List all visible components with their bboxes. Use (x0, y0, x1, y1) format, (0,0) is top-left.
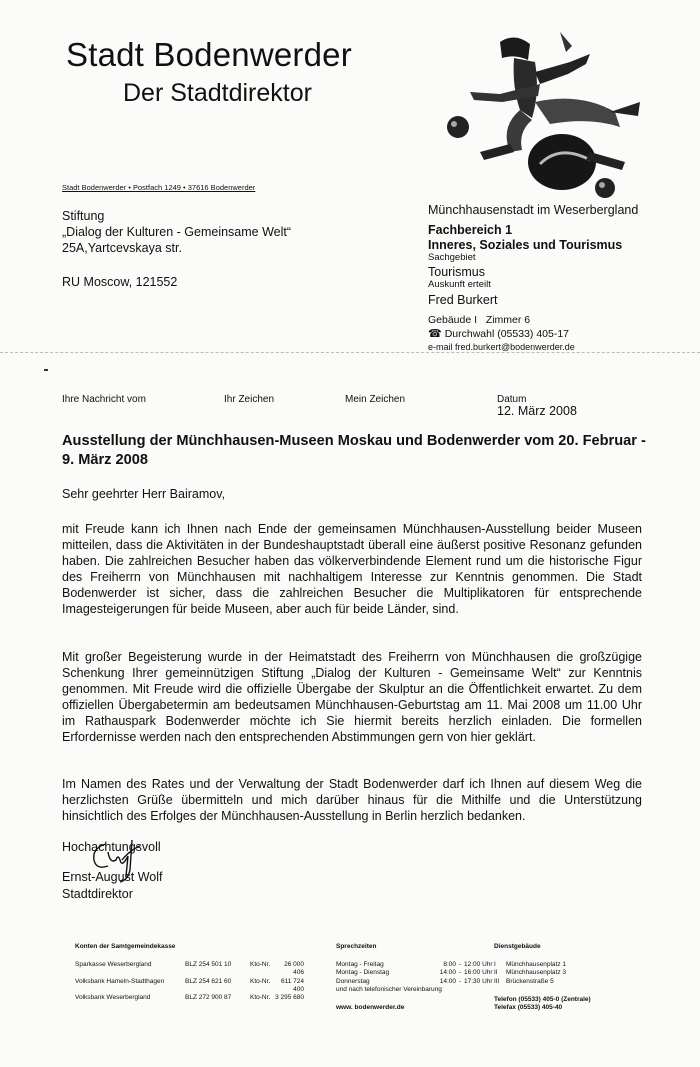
recipient-address (62, 208, 291, 290)
department-name: Inneres, Soziales und Tourismus (428, 238, 623, 252)
bank-name: Sparkasse Weserbergland (75, 961, 152, 969)
return-address: Stadt Bodenwerder • Postfach 1249 • 37616 Bodenwerder (62, 183, 256, 192)
room: Zimmer 6 (485, 314, 531, 326)
salutation: Sehr geehrter Herr Bairamov, (62, 487, 226, 501)
hours-from: 14:00 (439, 977, 456, 985)
hours-days: Montag - Dienstag (336, 969, 390, 977)
date-value: 12. März 2008 (497, 404, 577, 418)
your-ref-label: Ihr Zeichen (224, 394, 275, 405)
recipient-line-2: „Dialog der Kulturen - Gemeinsame Welt“ (62, 225, 292, 239)
munchhausen-logo-icon (440, 32, 665, 207)
bank-row (75, 994, 304, 1002)
bank-row (75, 978, 304, 994)
hours-to: 16:00 Uhr (464, 969, 493, 977)
building: Gebäude I (428, 314, 478, 326)
recipient-line-4: RU Moscow, 121552 (62, 275, 178, 289)
bank-row (75, 961, 304, 977)
bank-blz: BLZ 272 900 87 (185, 994, 232, 1002)
city-title: Stadt Bodenwerder (66, 36, 352, 73)
your-message-label: Ihre Nachricht vom (62, 394, 146, 405)
office-row (494, 961, 591, 969)
bank-kto-label: Kto-Nr. (250, 977, 271, 985)
telefon: Telefon (05533) 405-0 (Zentrale) (494, 995, 591, 1003)
hours-row: Donnerstag 14:00 - 17:30 Uhr (336, 977, 493, 985)
department: Fachbereich 1 (428, 223, 513, 237)
office-address: Brückenstraße 5 (506, 977, 554, 985)
hours-heading: Sprechzeiten (336, 943, 377, 950)
telefax: Telefax (05533) 405-40 (494, 1004, 563, 1012)
office-heading: Dienstgebäude (494, 943, 541, 950)
fold-mark (44, 369, 48, 371)
footer-bank-accounts (75, 943, 304, 1002)
hours-from: 8:00 (443, 961, 456, 969)
bank-kto: 3 295 680 (275, 994, 304, 1002)
contact-name: Fred Burkert (428, 293, 498, 307)
footer-office-hours (336, 943, 494, 1012)
website-link[interactable]: www. bodenwerder.de (336, 1004, 405, 1012)
recipient-line-1: Stiftung (62, 209, 105, 223)
bank-kto-label: Kto-Nr. (250, 994, 271, 1002)
email: e-mail fred.burkert@bodenwerder.de (428, 342, 575, 352)
bank-blz: BLZ 254 621 60 (185, 977, 232, 985)
paragraph-1: mit Freude kann ich Ihnen nach Ende der gemeinsamen Münchhausen-Ausstellung beider Museen mitteilen, dass die Aktivitäten in der Bundeshauptstadt überall eine äußerst positive Resonanz gefunden haben. Die zahlreichen Besucher haben das völkerverbindende Element rund um die historische Figur des Freiherrn von Münchhausen mit nachhaltigem Interesse zur Kenntnis genommen. Die Stadt Bodenwerder ist sicher, dass die zahlreichen Besucher die Multiplikatoren für entsprechende Imagesteigerungen für beide Museen, aber auch für beide Länder, sind. (62, 522, 642, 617)
hours-days: Donnerstag (336, 977, 370, 985)
date-label: Datum (497, 394, 527, 405)
city-tagline: Münchhausenstadt im Weserbergland (428, 203, 639, 217)
bank-name: Volksbank Weserbergland (75, 994, 151, 1002)
hours-days: Montag - Freitag (336, 961, 384, 969)
bank-kto-label: Kto-Nr. (250, 961, 271, 969)
paragraph-3: Im Namen des Rates und der Verwaltung der Stadt Bodenwerder darf ich Ihnen auf diesem Weg die herzlichsten Grüße übermitteln und mich darüber hinaus für die Mithilfe und die Unterstützung hinsichtlich des Erfolges der Münchhausen-Ausstellung in Berlin herzlich bedanken. (62, 777, 642, 824)
phone: Durchwahl (05533) 405-17 (444, 328, 570, 340)
handwritten-signature (78, 830, 158, 890)
sender-block (428, 203, 638, 352)
bank-kto: 26 000 406 (284, 961, 304, 977)
bank-kto: 611 724 400 (280, 977, 304, 993)
hours-to: 17:30 Uhr (464, 977, 493, 985)
hours-row: Montag - Freitag 8:00 - 12:00 Uhr (336, 961, 493, 969)
divider (0, 352, 700, 353)
subject-area: Tourismus (428, 265, 485, 279)
bank-heading: Konten der Samtgemeindekasse (75, 943, 176, 950)
subject-area-label: Sachgebiet (428, 252, 476, 263)
bank-name: Volksbank Hameln-Stadthagen (75, 977, 165, 985)
office-title: Der Stadtdirektor (123, 79, 312, 107)
phone-icon: ☎ (428, 328, 442, 340)
office-num: I (494, 961, 496, 969)
recipient-line-3: 25A,Yartcevskaya str. (62, 241, 182, 255)
my-ref-label: Mein Zeichen (345, 394, 406, 405)
paragraph-2: Mit großer Begeisterung wurde in der Heimatstadt des Freiherrn von Münchhausen die großzügige Schenkung Ihrer gemeinnützigen Stiftung „Dialog der Kulturen - Gemeinsame Welt“ zur Kenntnis genommen. Mit Freude wird die offizielle Übergabe der Skulptur an die Öffentlichkeit erwartet. Zu dem offiziellen Übergabetermin am bedeutsamen Münchhausen-Geburtstag am 11. Mai 2008 um 11.00 Uhr im Rathauspark Bodenwerder möchte ich Sie hiermit bereits herzlich einladen. Die formellen Erfordernisse werden nach den entsprechenden Abstimmungen gern von hier geklärt. (62, 650, 642, 745)
office-num: III (494, 977, 500, 985)
bank-blz: BLZ 254 501 10 (185, 961, 232, 969)
hours-to: 12:00 Uhr (464, 961, 493, 969)
closing-regards: Hochachtungsvoll (62, 840, 161, 854)
signer-name: Ernst-August Wolf (62, 870, 163, 884)
office-address: Münchhausenplatz 1 (506, 961, 566, 969)
office-row (494, 978, 591, 986)
office-address: Münchhausenplatz 3 (506, 969, 566, 977)
contact-label: Auskunft erteilt (428, 279, 491, 290)
hours-note: und nach telefonischer Vereinbarung (336, 985, 442, 993)
office-row (494, 969, 591, 977)
signer-title: Stadtdirektor (62, 887, 133, 901)
footer-offices (494, 943, 591, 1012)
letter-subject: Ausstellung der Münchhausen-Museen Moskau und Bodenwerder vom 20. Februar - 9. März 2008 (62, 433, 646, 468)
hours-row: Montag - Dienstag 14:00 - 16:00 Uhr (336, 969, 493, 977)
hours-from: 14:00 (439, 969, 456, 977)
office-num: II (494, 969, 498, 977)
